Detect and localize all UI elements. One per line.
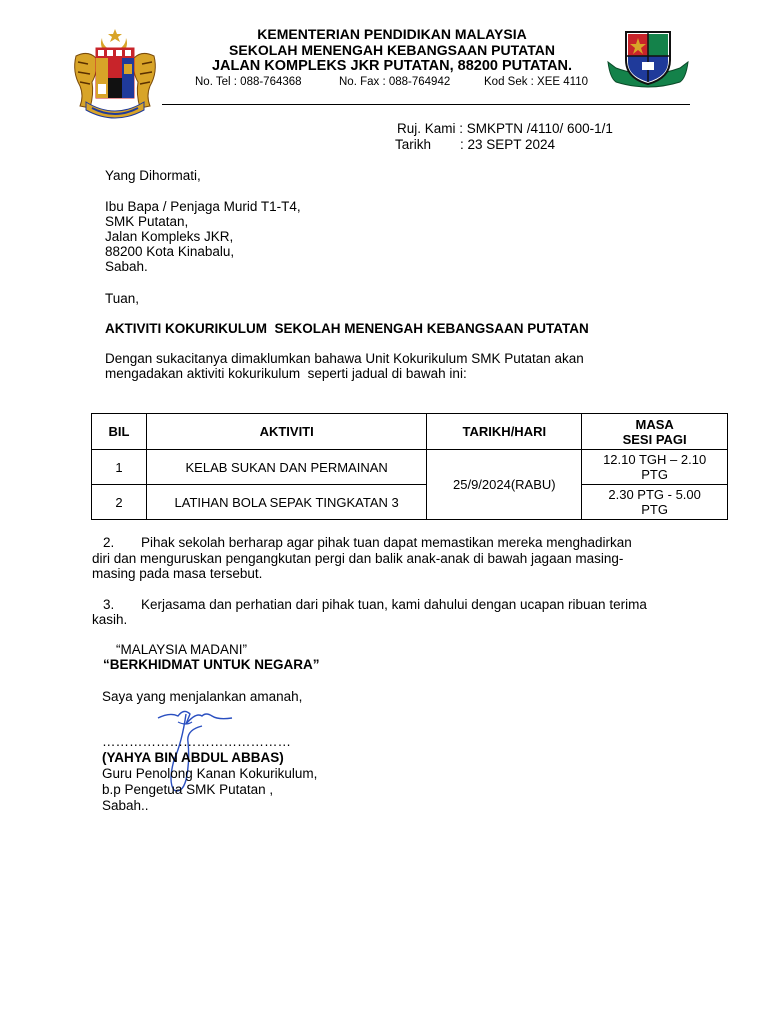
- header-aktiviti: AKTIVITI: [146, 414, 426, 450]
- paragraph-line: masing pada masa tersebut.: [92, 566, 263, 581]
- header-masa-line1: MASA: [635, 416, 674, 432]
- recipient-line: SMK Putatan,: [105, 214, 189, 229]
- signer-title: Guru Penolong Kanan Kokurikulum,: [102, 766, 318, 781]
- reference-number: Ruj. Kami : SMKPTN /4110/ 600-1/1: [397, 121, 613, 136]
- recipient-line: Sabah.: [105, 259, 148, 274]
- recipient-line: Ibu Bapa / Penjaga Murid T1-T4,: [105, 199, 301, 214]
- row-masa: [582, 450, 728, 485]
- paragraph-line: Kerjasama dan perhatian dari pihak tuan, kami dahului dengan ucapan ribuan terima: [141, 597, 647, 612]
- intro-line: Dengan sukacitanya dimaklumkan bahawa Unit Kokurikulum SMK Putatan akan: [105, 351, 584, 366]
- recipient-line: Jalan Kompleks JKR,: [105, 229, 234, 244]
- paragraph-line: Pihak sekolah berharap agar pihak tuan dapat memastikan mereka menghadirkan: [141, 535, 632, 550]
- malaysia-coat-of-arms-logo: [68, 28, 162, 120]
- activity-table: [91, 413, 728, 520]
- date-value: : 23 SEPT 2024: [460, 137, 556, 152]
- table-row: [92, 450, 728, 485]
- school-name: SEKOLAH MENENGAH KEBANGSAAN PUTATAN: [229, 42, 555, 58]
- header-masa-line2: SESI PAGI: [622, 431, 687, 447]
- slogan-madani: “MALAYSIA MADANI”: [116, 642, 248, 657]
- row-masa-line1: 12.10 TGH – 2.10: [603, 452, 707, 467]
- row-bil: 1: [92, 450, 147, 485]
- header-bil: BIL: [92, 414, 147, 450]
- row-tarikh: 25/9/2024(RABU): [427, 450, 582, 520]
- intro-line: mengadakan aktiviti kokurikulum seperti jadual di bawah ini:: [105, 366, 467, 381]
- signer-on-behalf: b.p Pengetua SMK Putatan ,: [102, 782, 274, 797]
- ministry-name: KEMENTERIAN PENDIDIKAN MALAYSIA: [257, 26, 527, 42]
- row-aktiviti: LATIHAN BOLA SEPAK TINGKATAN 3: [146, 485, 426, 520]
- paragraph-line: kasih.: [92, 612, 128, 627]
- paragraph-number: 2.: [103, 535, 115, 550]
- row-masa-line1: 2.30 PTG - 5.00: [608, 487, 701, 502]
- paragraph-number: 3.: [103, 597, 115, 612]
- signature-line: ……………………………………: [102, 734, 291, 749]
- date-label: Tarikh: [395, 137, 432, 152]
- closing-line: Saya yang menjalankan amanah,: [102, 689, 303, 704]
- greeting: Tuan,: [105, 291, 140, 306]
- header-masa: [582, 414, 728, 450]
- row-masa-line2: PTG: [641, 502, 668, 517]
- row-masa: [582, 485, 728, 520]
- row-bil: 2: [92, 485, 147, 520]
- signer-name: (YAHYA BIN ABDUL ABBAS): [102, 750, 284, 765]
- paragraph-line: diri dan menguruskan pengangkutan pergi dan balik anak-anak di bawah jagaan masing-: [92, 551, 624, 566]
- row-aktiviti: KELAB SUKAN DAN PERMAINAN: [146, 450, 426, 485]
- school-address: JALAN KOMPLEKS JKR PUTATAN, 88200 PUTATAN.: [211, 58, 573, 74]
- signer-state: Sabah..: [102, 798, 149, 813]
- letter-subject: AKTIVITI KOKURIKULUM SEKOLAH MENENGAH KEBANGSAAN PUTATAN: [105, 321, 589, 336]
- letterhead-divider: [162, 104, 690, 105]
- phone-number: No. Tel : 088-764368: [195, 76, 302, 88]
- salutation: Yang Dihormati,: [105, 168, 201, 183]
- table-header-row: [92, 414, 728, 450]
- school-code: Kod Sek : XEE 4110: [484, 76, 588, 88]
- table-row: [92, 485, 728, 520]
- header-tarikh: TARIKH/HARI: [427, 414, 582, 450]
- slogan-berkhidmat: “BERKHIDMAT UNTUK NEGARA”: [103, 657, 320, 672]
- row-masa-line2: PTG: [641, 467, 668, 482]
- fax-number: No. Fax : 088-764942: [339, 76, 451, 88]
- recipient-line: 88200 Kota Kinabalu,: [105, 244, 235, 259]
